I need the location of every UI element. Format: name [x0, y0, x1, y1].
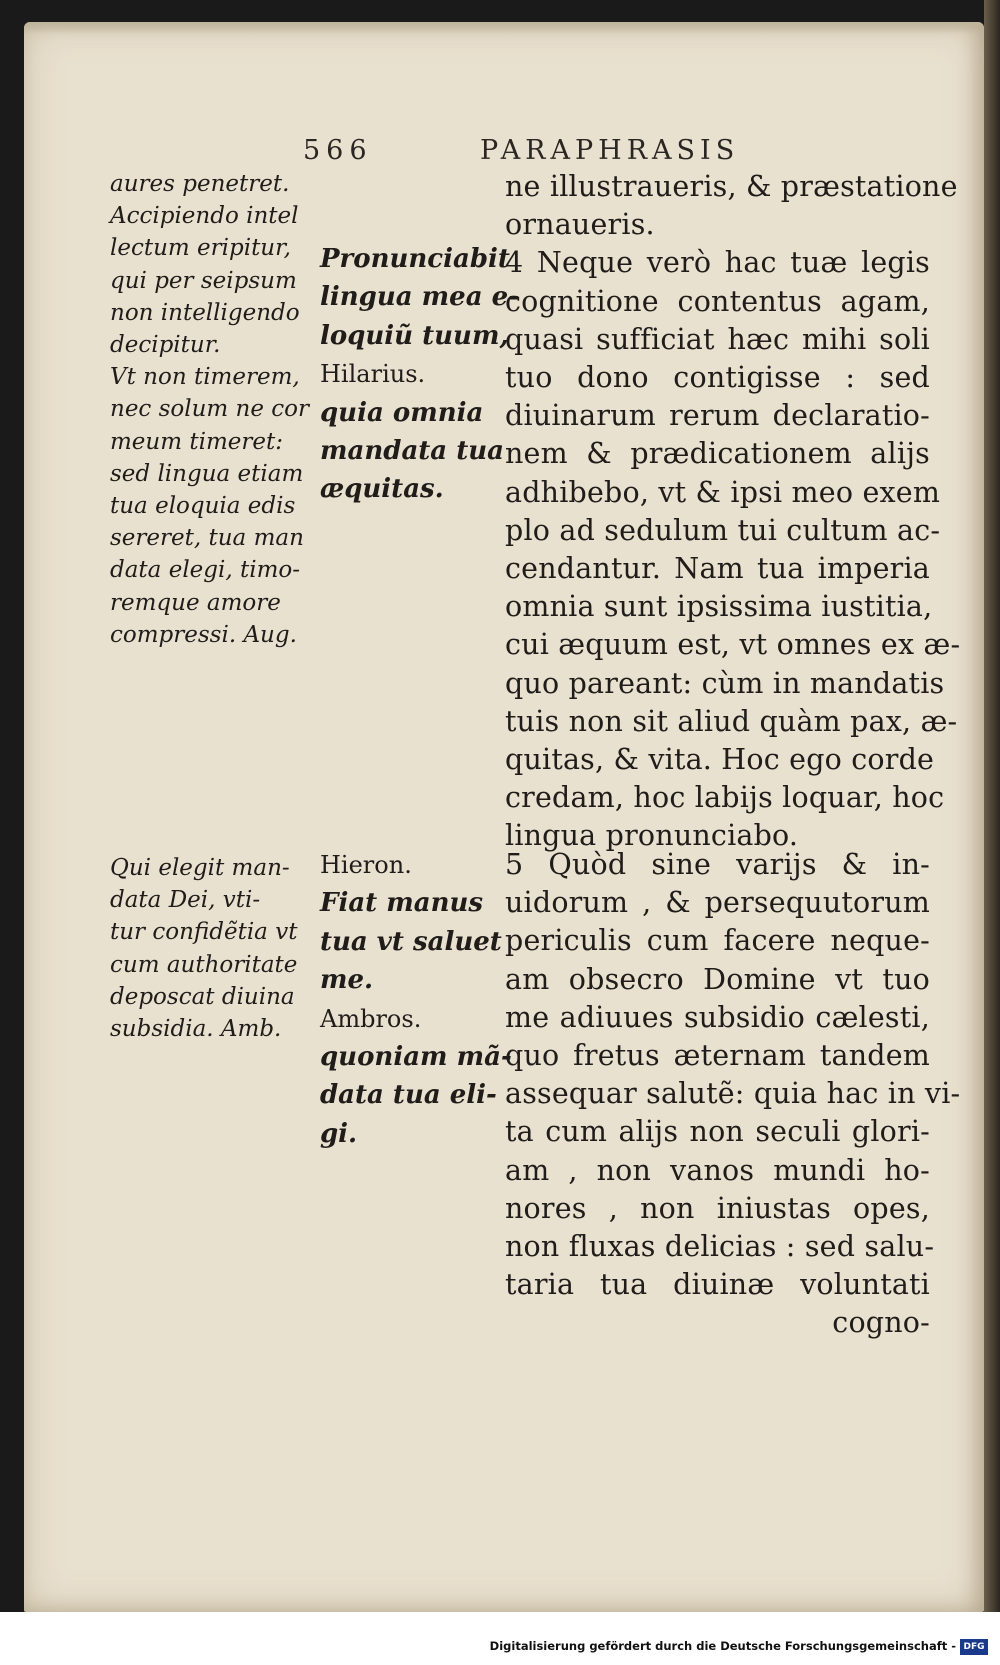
gloss-line: sed lingua etiam — [110, 460, 304, 487]
gloss-line: data elegi, timo- — [110, 557, 301, 584]
gloss-line: non intelligendo — [110, 299, 300, 326]
gloss-line: qui per seipsum — [110, 267, 297, 294]
text-line: plo ad sedulum tui cultum ac- — [505, 513, 941, 547]
citation-line: lingua mea e- — [320, 282, 519, 313]
text-line: me adiuues subsidio cælesti, — [505, 1000, 930, 1034]
book-spine-edge — [984, 0, 1000, 1612]
gloss-line: data Dei, vti- — [110, 887, 261, 914]
text-line: adhibebo, vt & ipsi meo exem — [505, 475, 941, 509]
dfg-logo-icon: DFG — [960, 1639, 988, 1655]
gloss-line: sereret, tua man — [110, 525, 304, 552]
text-line: cognitione contentus agam, — [505, 284, 930, 318]
citation-line: quoniam mã- — [320, 1042, 512, 1073]
text-line: uidorum , & persequutorum — [505, 886, 930, 920]
gloss-line: deposcat diuina — [110, 983, 295, 1010]
text-line: 5 Quòd sine varijs & in- — [505, 848, 930, 881]
text-line: ornaueris. — [505, 208, 655, 242]
marginal-gloss-top — [110, 168, 308, 651]
gloss-line: aures penetret. — [110, 171, 290, 197]
text-line: cui æquum est, vt omnes ex æ- — [505, 628, 961, 662]
main-text-bottom — [505, 846, 961, 1343]
funding-notice: Digitalisierung gefördert durch die Deutsche Forschungsgemeinschaft - — [489, 1639, 956, 1653]
text-line: quo fretus æternam tandem — [505, 1039, 930, 1073]
text-line: am obsecro Domine vt tuo — [505, 962, 930, 996]
marginal-gloss-bottom — [110, 852, 308, 1045]
gloss-line: tua eloquia edis — [110, 493, 296, 520]
text-line: taria tua diuinæ voluntati — [505, 1268, 930, 1302]
gloss-line: cum authoritate — [110, 951, 298, 978]
text-line: quo pareant: cùm in mandatis — [505, 666, 945, 700]
citation-line: Pronunciabit — [320, 244, 510, 274]
citation-author: Ambros. — [320, 1004, 422, 1033]
page-number: 566 — [303, 135, 373, 166]
text-line: lingua pronunciabo. — [505, 819, 799, 853]
text-line: non fluxas delicias : sed salu- — [505, 1230, 935, 1264]
gloss-line: Accipiendo intel — [110, 203, 299, 230]
citation-line: gi. — [320, 1118, 358, 1149]
text-line: am , non vanos mundi ho- — [505, 1153, 930, 1187]
gloss-line: lectum eripitur, — [110, 235, 291, 262]
text-line: periculis cum facere neque- — [505, 924, 930, 958]
citation-author: Hilarius. — [320, 360, 426, 389]
gloss-line: nec solum ne cor — [110, 396, 310, 423]
gloss-line: remque amore — [110, 589, 281, 616]
gloss-line: Vt non timerem, — [110, 364, 300, 391]
text-line: diuinarum rerum declaratio- — [505, 399, 930, 433]
citation-line: quia omnia — [320, 397, 484, 428]
citation-line: loquiũ tuum, — [320, 320, 509, 351]
gloss-line: tur confidẽtia vt — [110, 919, 298, 946]
text-line: omnia sunt ipsissima iustitia, — [505, 590, 933, 624]
text-line: nem & prædicationem alijs — [505, 437, 930, 471]
citation-line: Fiat manus — [320, 888, 484, 919]
page-top-edge — [24, 22, 984, 34]
text-line: tuo dono contigisse : sed — [505, 361, 930, 395]
catchword: cogno- — [832, 1306, 930, 1340]
citation-line: data tua eli- — [320, 1080, 497, 1111]
gloss-line: compressi. Aug. — [110, 621, 297, 648]
scripture-citation-bottom — [320, 846, 512, 1153]
main-text-top — [505, 168, 961, 856]
running-title: PARAPHRASIS — [480, 135, 740, 166]
citation-line: æquitas. — [320, 474, 444, 505]
text-line: ne illustraueris, & præstatione — [505, 170, 958, 203]
text-line: credam, hoc labijs loquar, hoc — [505, 781, 945, 815]
text-line: ta cum alijs non seculi glori- — [505, 1115, 930, 1149]
gloss-line: Qui elegit man- — [110, 855, 290, 881]
text-line: nores , non iniustas opes, — [505, 1191, 930, 1225]
text-line: cendantur. Nam tua imperia — [505, 552, 930, 586]
text-line: assequar salutẽ: quia hac in vi- — [505, 1077, 961, 1111]
text-line: quasi sufficiat hæc mihi soli — [505, 322, 930, 356]
digitization-footer — [0, 1612, 1000, 1665]
scripture-citation-top — [320, 240, 519, 509]
citation-line: mandata tua — [320, 436, 504, 467]
text-line: quitas, & vita. Hoc ego corde — [505, 743, 935, 777]
gloss-line: subsidia. Amb. — [110, 1016, 282, 1043]
gloss-line: meum timeret: — [110, 428, 283, 455]
citation-line: tua vt saluet — [320, 926, 502, 957]
citation-line: me. — [320, 965, 374, 996]
text-line: 4 Neque verò hac tuæ legis — [505, 246, 930, 280]
gloss-line: decipitur. — [110, 332, 221, 359]
citation-author: Hieron. — [320, 851, 412, 879]
text-line: tuis non sit aliud quàm pax, æ- — [505, 704, 958, 738]
